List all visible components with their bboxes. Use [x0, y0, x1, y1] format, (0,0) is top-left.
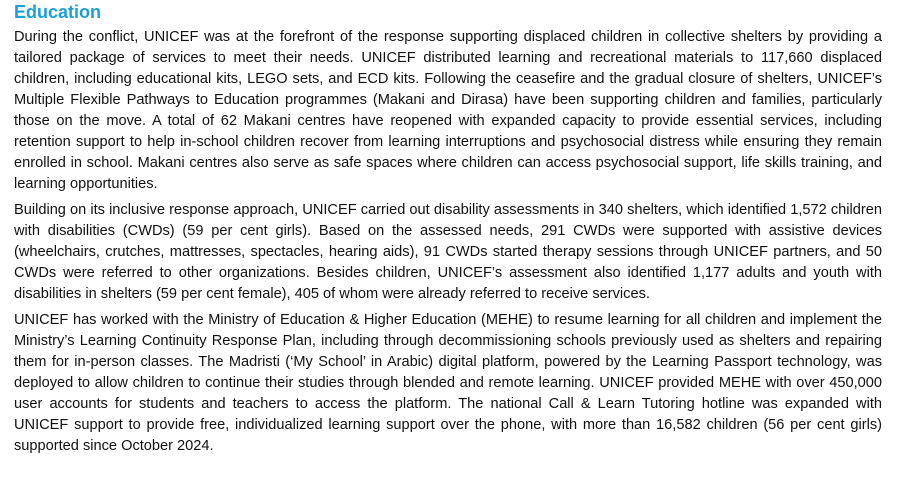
education-section: [14, 0, 882, 462]
paragraph-conflict-response: During the conflict, UNICEF was at the forefront of the response supporting displaced children in collective shelters by providing a tailored package of services to meet their needs. UNICEF distributed learning and recreational materials to 117,660 displaced children, including educational kits, LEGO sets, and ECD kits. Following the ceasefire and the gradual closure of shelters, UNICEF’s Multiple Flexible Pathways to Education programmes (Makani and Dirasa) have been supporting children and families, particularly those on the move. A total of 62 Makani centres have reopened with expanded capacity to provide essential services, including retention support to help in-school children recover from learning interruptions and psychosocial distress while ensuring they remain enrolled in school. Makani centres also serve as safe spaces where children can access psychosocial support, life skills training, and learning opportunities.: [14, 29, 882, 192]
paragraph-disability-assessments: Building on its inclusive response approach, UNICEF carried out disability assessments in 340 shelters, which identified 1,572 children with disabilities (CWDs) (59 per cent girls). Based on the assessed needs, 291 CWDs were supported with assistive devices (wheelchairs, crutches, mattresses, spectacles, hearing aids), 91 CWDs started therapy sessions through UNICEF partners, and 50 CWDs were referred to other organizations. Besides children, UNICEF’s assessment also identified 1,177 adults and youth with disabilities in shelters (59 per cent female), 405 of whom were already referred to receive services.: [14, 202, 882, 302]
section-heading: Education: [14, 2, 102, 22]
paragraph-learning-continuity: UNICEF has worked with the Ministry of Education & Higher Education (MEHE) to resume learning for all children and implement the Ministry’s Learning Continuity Response Plan, including through decommissioning schools previously used as shelters and repairing them for in-person classes. The Madristi (‘My School’ in Arabic) digital platform, powered by the Learning Passport technology, was deployed to allow children to continue their studies through blended and remote learning. UNICEF provided MEHE with over 450,000 user accounts for students and teachers to access the platform. The national Call & Learn Tutoring hotline was expanded with UNICEF support to provide free, individualized learning support over the phone, with more than 16,582 children (56 per cent girls) supported since October 2024.: [14, 312, 882, 454]
